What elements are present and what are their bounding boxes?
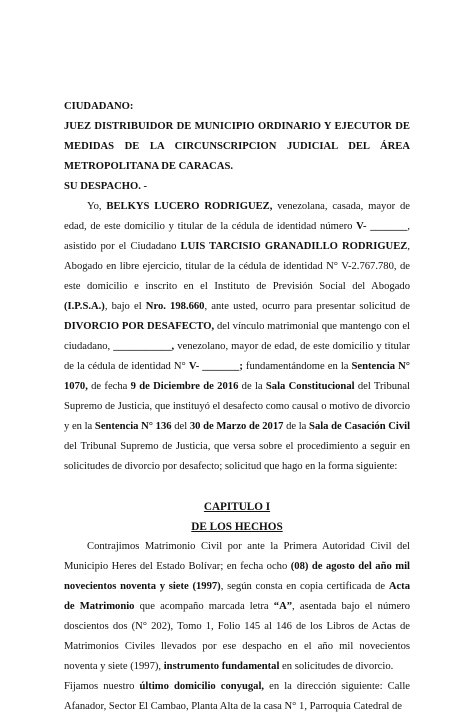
salutation: SU DESPACHO. -: [64, 181, 148, 192]
chapter-title: CAPITULO I: [203, 501, 271, 513]
chapter-subtitle: DE LOS HECHOS: [191, 521, 283, 533]
blank-line: [64, 477, 410, 497]
intro-paragraph: Yo, BELKYS LUCERO RODRIGUEZ, venezolana, casada, mayor de edad, de este domicilio y titular de la cédula de identidad número V- _______, asistido por el Ciudadano LUIS TARCISIO GRANADILLO RODRIGUEZ, Abogado en libre ejercicio, titular de la cédula de identidad N° V-2.767.780, de este domicilio e inscrito en el Instituto de Previsión Social del Abogado (I.P.S.A.), bajo el Nro. 198.660, ante usted, ocurro para presentar solicitud de DIVORCIO POR DESAFECTO, del vínculo matrimonial que mantengo con el ciudadano, ___________, venezolano, mayor de edad, de este domicilio y titular de la cédula de identidad N° V- _______; fundamentándome en la Sentencia N° 1070, de fecha 9 de Diciembre de 2016 de la Sala Constitucional del Tribunal Supremo de Justicia, que instituyó el desafecto como causal o motivo de divorcio y en la Sentencia N° 136 del 30 de Marzo de 2017 de la Sala de Casación Civil del Tribunal Supremo de Justicia, que versa sobre el procedimiento a seguir en solicitudes de divorcio por desafecto; solicitud que hago en la forma siguiente:: [64, 201, 411, 472]
court-name: JUEZ DISTRIBUIDOR DE MUNICIPIO ORDINARIO Y EJECUTOR DE MEDIDAS DE LA CIRCUNSCRIPCION JUDICIAL DEL ÁREA METROPOLITANA DE CARACAS.: [64, 121, 410, 172]
addressee-line: CIUDADANO:: [64, 101, 134, 112]
facts-paragraph: Contrajimos Matrimonio Civil por ante la Primera Autoridad Civil del Municipio Heres del Estado Bolívar; en fecha ocho (08) de agosto del año mil novecientos noventa y siete (1997), según consta en copia certificada de Acta de Matrimonio que acompaño marcada letra “A”, asentada bajo el número doscientos dos (N° 202), Tomo 1, Folio 145 al 146 de los Libros de Actas de Matrimonios Civiles llevados por ese despacho en el año mil novecientos noventa y siete (1997), instrumento fundamental en solicitudes de divorcio.: [64, 541, 411, 672]
domicile-paragraph: Fijamos nuestro último domicilio conyugal, en la dirección siguiente: Calle Afanador, Sector El Cambao, Planta Alta de la casa N° 1, Parroquia Catedral de: [64, 681, 410, 712]
